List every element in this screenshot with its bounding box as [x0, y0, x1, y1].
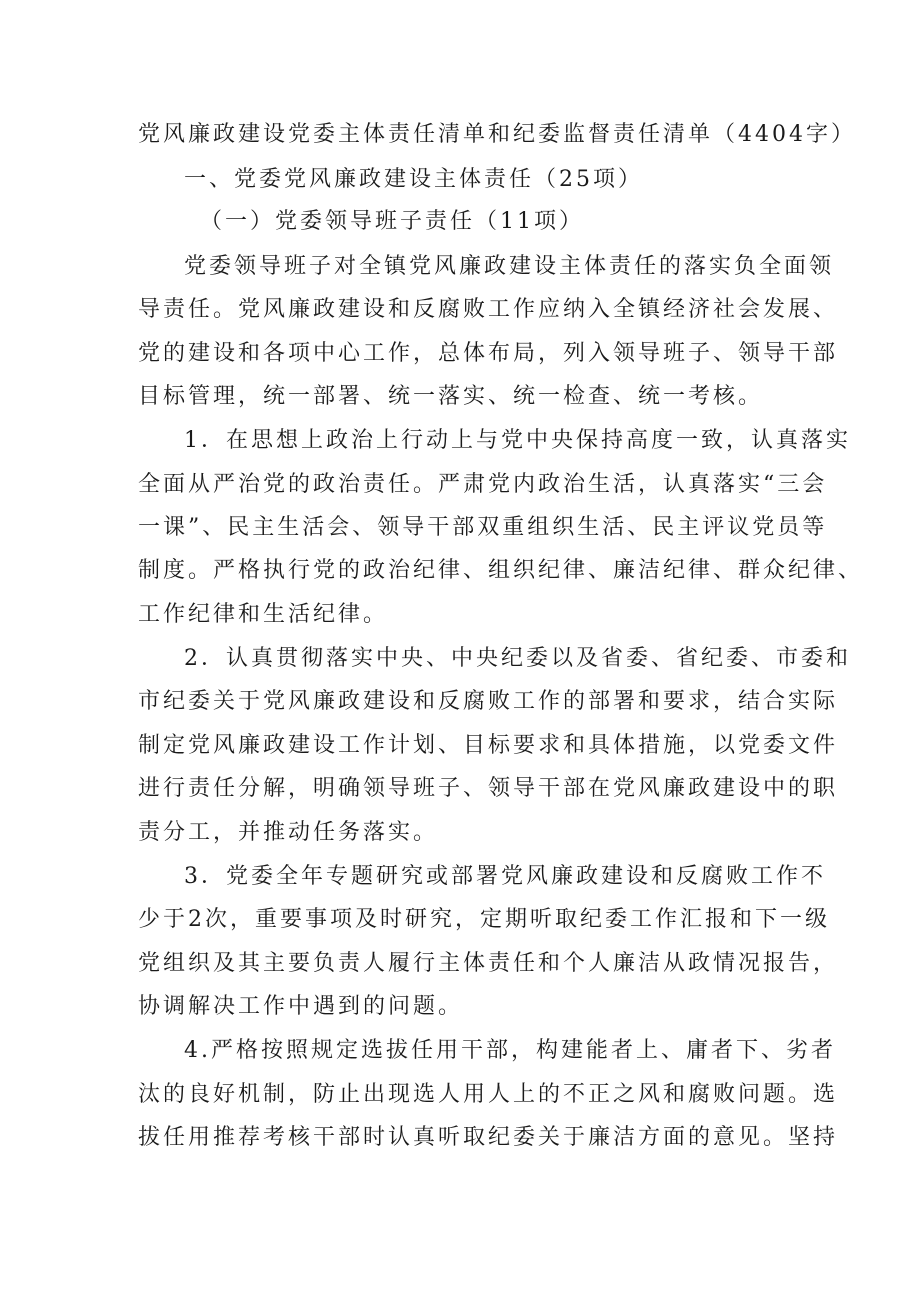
paragraph-line: 2．认真贯彻落实中央、中央纪委以及省委、省纪委、市委和: [184, 646, 851, 671]
paragraph-line: 进行责任分解，明确领导班子、领导干部在党风廉政建设中的职: [138, 776, 839, 801]
paragraph-line: 少于2次，重要事项及时研究，定期听取纪委工作汇报和下一级: [138, 907, 830, 932]
document-title: 党风廉政建设党委主体责任清单和纪委监督责任清单（4404字）: [138, 122, 856, 147]
paragraph-line: 拔任用推荐考核干部时认真听取纪委关于廉洁方面的意见。坚持: [138, 1125, 839, 1150]
paragraph-line: 4.严格按照规定选拔任用干部，构建能者上、庸者下、劣者: [184, 1038, 836, 1063]
paragraph-line: 市纪委关于党风廉政建设和反腐败工作的部署和要求，结合实际: [138, 689, 839, 714]
paragraph-line: 协调解决工作中遇到的问题。: [138, 994, 464, 1019]
paragraph-line: 汰的良好机制，防止出现选人用人上的不正之风和腐败问题。选: [138, 1082, 839, 1107]
paragraph-line: 导责任。党风廉政建设和反腐败工作应纳入全镇经济社会发展、: [138, 297, 839, 322]
paragraph-line: 制定党风廉政建设工作计划、目标要求和具体措施，以党委文件: [138, 733, 839, 758]
paragraph-line: 3．党委全年专题研究或部署党风廉政建设和反腐败工作不: [184, 864, 826, 889]
subsection-heading: （一）党委领导班子责任（11项）: [200, 209, 584, 234]
paragraph-line: 党组织及其主要负责人履行主体责任和个人廉洁从政情况报告，: [138, 951, 839, 976]
paragraph-line: 工作纪律和生活纪律。: [138, 602, 389, 627]
section-heading: 一、党委党风廉政建设主体责任（25项）: [184, 167, 643, 192]
paragraph-line: 一课”、民主生活会、领导干部双重组织生活、民主评议党员等: [138, 515, 828, 540]
paragraph-line: 1．在思想上政治上行动上与党中央保持高度一致，认真落实: [184, 428, 851, 453]
paragraph-line: 责分工，并推动任务落实。: [138, 820, 439, 845]
paragraph-line: 党的建设和各项中心工作，总体布局，列入领导班子、领导干部: [138, 341, 839, 366]
paragraph-line: 制度。严格执行党的政治纪律、组织纪律、廉洁纪律、群众纪律、: [138, 558, 864, 583]
paragraph-line: 全面从严治党的政治责任。严肃党内政治生活，认真落实“三会: [138, 472, 828, 497]
paragraph-line: 目标管理，统一部署、统一落实、统一检查、统一考核。: [138, 384, 764, 409]
paragraph-line: 党委领导班子对全镇党风廉政建设主体责任的落实负全面领: [184, 254, 835, 279]
